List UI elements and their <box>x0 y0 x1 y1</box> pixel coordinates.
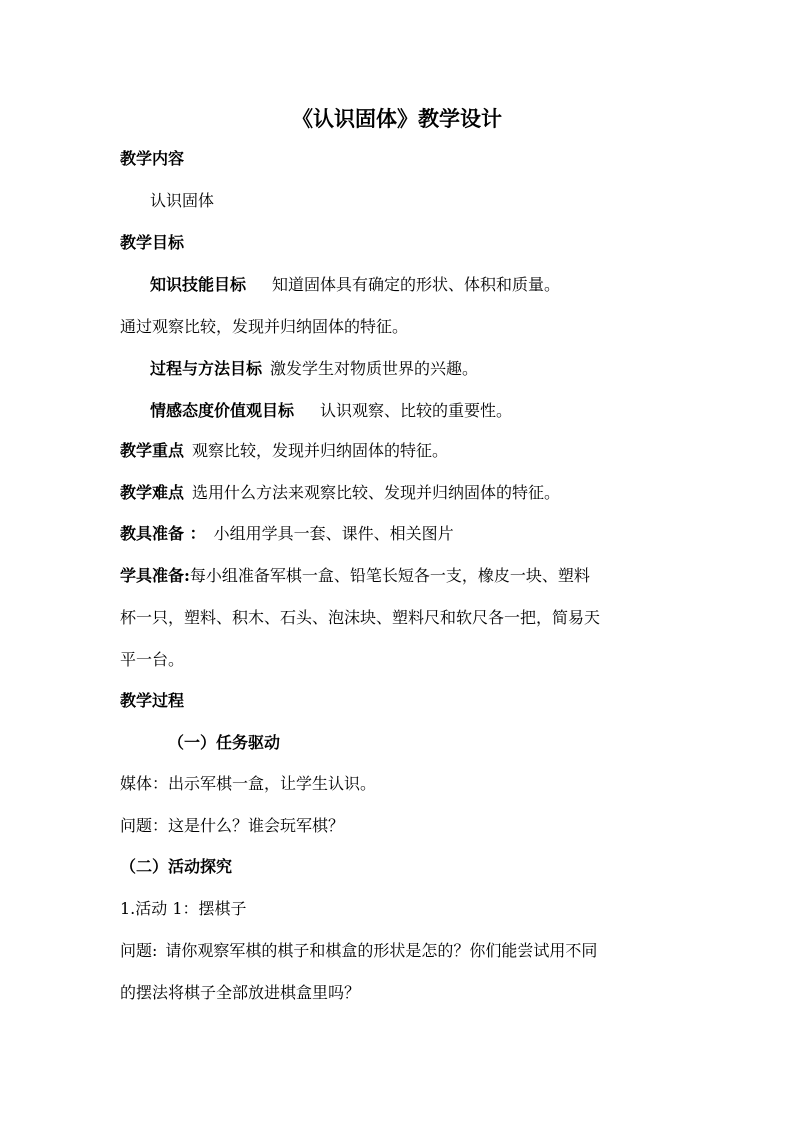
key-point <box>120 440 676 462</box>
process-text: 激发学生对物质世界的兴趣。 <box>270 359 479 378</box>
process-heading: 教学过程 <box>120 691 185 710</box>
student-prep-line-3: 平一台。 <box>120 650 185 669</box>
question-line: 问题：这是什么？谁会玩军棋？ <box>120 816 345 835</box>
attitude-objective <box>150 400 676 422</box>
student-prep-line-1 <box>120 565 676 587</box>
teacher-prep <box>120 523 676 545</box>
difficulty-text: 选用什么方法来观察比较、发现并归纳固体的特征。 <box>192 483 561 502</box>
key-point-label: 教学重点 <box>120 441 185 460</box>
activity-question-label: 问题: <box>120 941 158 960</box>
key-point-text: 观察比较，发现并归纳固体的特征。 <box>192 441 449 460</box>
process-label: 过程与方法目标 <box>150 359 263 378</box>
teacher-prep-label: 教具准备 ： <box>120 524 206 543</box>
activity-1: 1.活动 1：摆棋子 <box>120 899 247 918</box>
page-title: 《认识固体》教学设计 <box>292 106 502 131</box>
attitude-text: 认识观察、比较的重要性。 <box>320 401 513 420</box>
knowledge-text: 知道固体具有确定的形状、体积和质量。 <box>272 275 561 294</box>
student-prep-label: 学具准备: <box>120 566 190 585</box>
teacher-prep-text: 小组用学具一套、课件、相关图片 <box>213 524 454 543</box>
knowledge-continuation: 通过观察比较，发现并归纳固体的特征。 <box>120 317 409 336</box>
activity-question-line-1 <box>120 940 676 962</box>
activity-question-text-1: 请你观察军棋的棋子和棋盒的形状是怎的？你们能尝试用不同 <box>165 941 598 960</box>
objectives-heading: 教学目标 <box>120 233 185 252</box>
section-task-driven: （一）任务驱动 <box>168 733 281 752</box>
student-prep-line-2: 杯一只，塑料、积木、石头、泡沫块、塑料尺和软尺各一把，简易天 <box>120 608 601 627</box>
difficulty-label: 教学难点 <box>120 483 185 502</box>
knowledge-label: 知识技能目标 <box>150 275 247 294</box>
activity-question-line-2: 的摆法将棋子全部放进棋盒里吗？ <box>120 983 361 1002</box>
attitude-label: 情感态度价值观目标 <box>150 401 295 420</box>
student-prep-text-1: 每小组准备军棋一盒、铅笔长短各一支，橡皮一块、塑料 <box>189 566 590 585</box>
difficulty <box>120 482 676 504</box>
process-objective <box>150 358 676 380</box>
knowledge-objective <box>150 274 676 296</box>
media-line: 媒体：出示军棋一盒，让学生认识。 <box>120 774 377 793</box>
content-heading: 教学内容 <box>120 149 185 168</box>
section-activity-explore: （二）活动探究 <box>120 857 233 876</box>
content-text: 认识固体 <box>150 191 215 210</box>
